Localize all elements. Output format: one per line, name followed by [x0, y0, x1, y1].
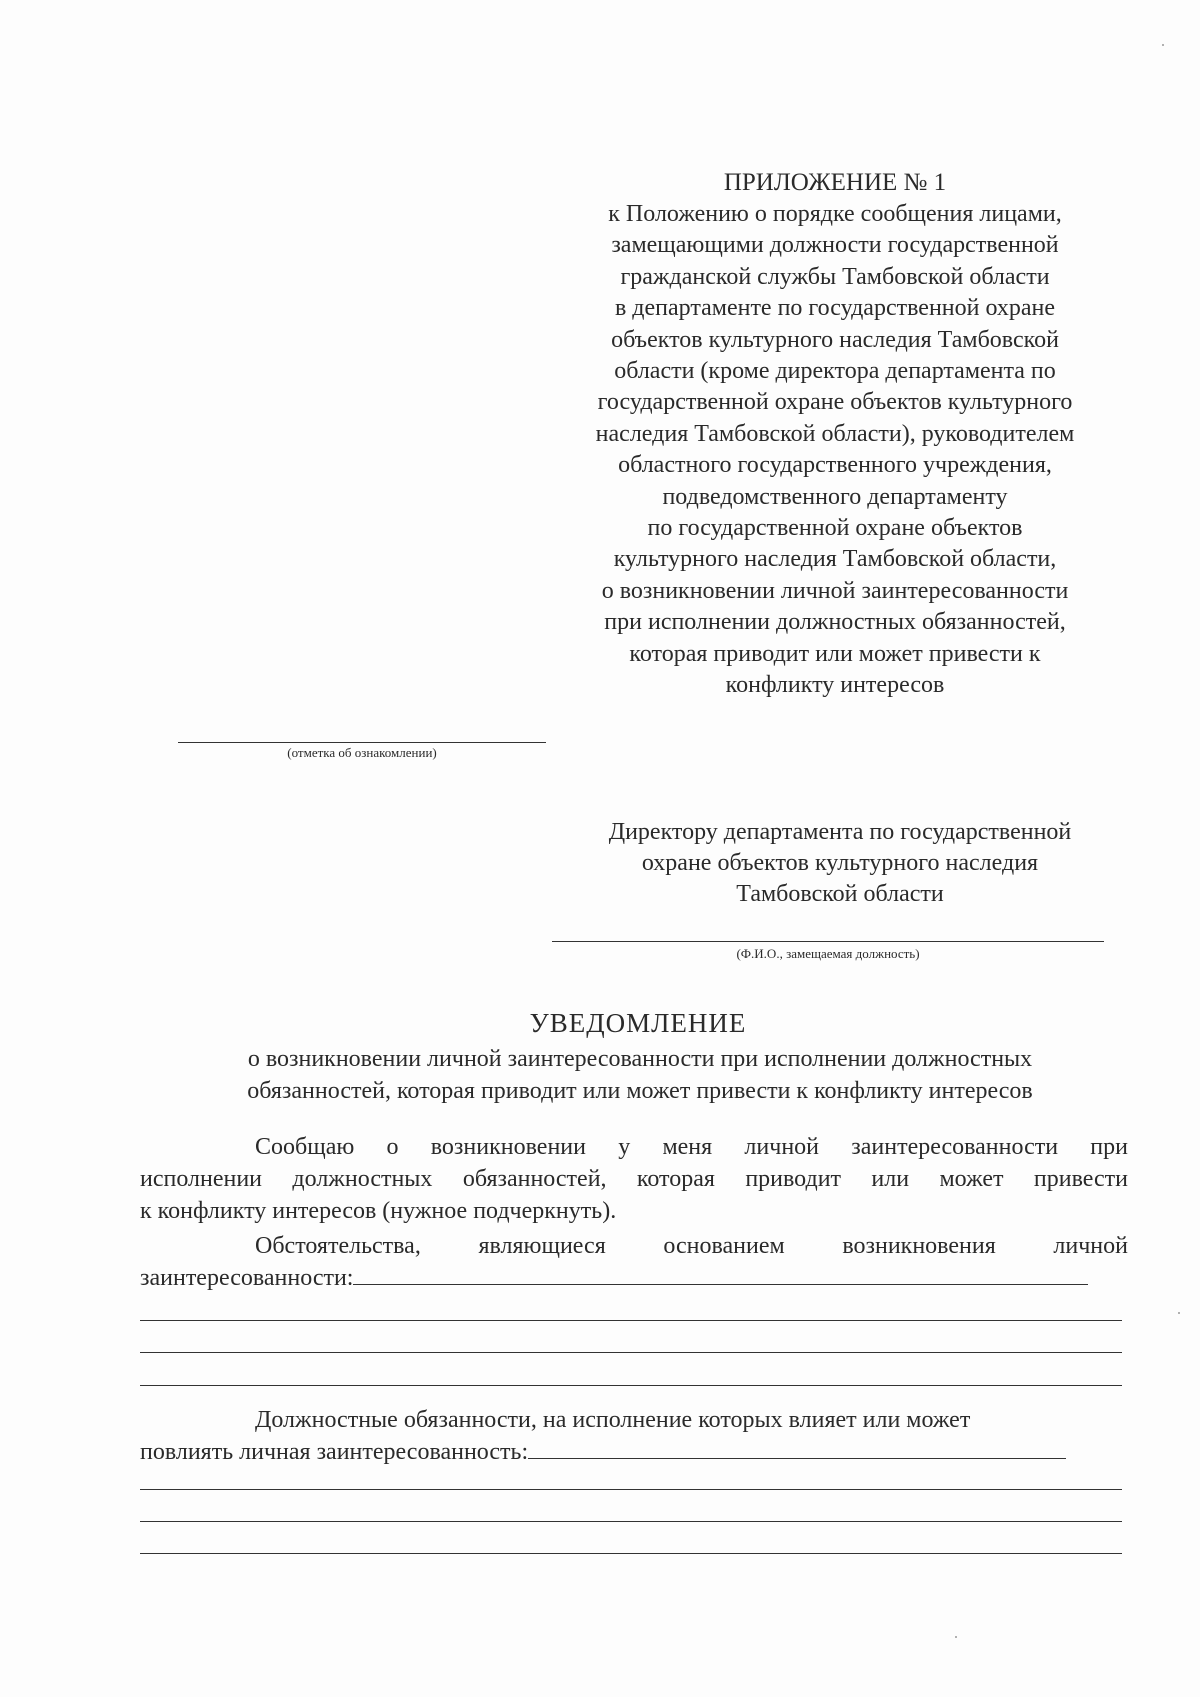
- addressee-line: охране объектов культурного наследия: [641, 850, 1039, 876]
- paragraph-circumstances: [140, 1230, 1128, 1294]
- paragraph-line: Обстоятельства, являющиеся основанием возникновения личной: [255, 1233, 1128, 1259]
- notice-subtitle: [160, 1043, 1120, 1107]
- appendix-line: конфликту интересов: [725, 672, 945, 699]
- appendix-line: замещающими должности государственной: [611, 232, 1059, 259]
- appendix-line: по государственной охране объектов: [647, 515, 1023, 542]
- appendix-line: подведомственного департаменту: [662, 483, 1008, 510]
- paragraph-line: Должностные обязанности, на исполнение которых влияет или может: [255, 1407, 971, 1433]
- paragraph-duties: [140, 1404, 1128, 1468]
- addressee-block: [540, 817, 1140, 910]
- duties-field-line[interactable]: [528, 1438, 1066, 1459]
- appendix-title: ПРИЛОЖЕНИЕ № 1: [723, 169, 947, 196]
- fio-position-caption: (Ф.И.О., замещаемая должность): [736, 946, 920, 961]
- duties-field-line[interactable]: [140, 1521, 1122, 1522]
- appendix-line: которая приводит или может привести к: [629, 640, 1041, 667]
- appendix-line: наследия Тамбовской области), руководителем: [595, 420, 1075, 447]
- appendix-line: в департаменте по государственной охране: [614, 295, 1056, 322]
- acknowledgment-signature-line[interactable]: [178, 742, 546, 743]
- circumstances-field-line[interactable]: [353, 1264, 1088, 1285]
- appendix-line: объектов культурного наследия Тамбовской: [611, 326, 1059, 353]
- acknowledgment-caption: (отметка об ознакомлении): [287, 745, 437, 760]
- paragraph-line: [140, 1262, 1128, 1294]
- duties-field-line[interactable]: [140, 1489, 1122, 1490]
- notice-subtitle-line: обязанностей, которая приводит или может привести к конфликту интересов: [247, 1078, 1033, 1104]
- addressee-line: Директору департамента по государственной: [608, 819, 1072, 845]
- circumstances-field-line[interactable]: [140, 1385, 1122, 1386]
- paragraph-line: к конфликту интересов (нужное подчеркнуть).: [140, 1198, 617, 1224]
- paragraph-line: Сообщаю о возникновении у меня личной заинтересованности при: [255, 1134, 1128, 1160]
- notice-title: УВЕДОМЛЕНИЕ: [529, 1008, 747, 1038]
- paragraph-line: исполнении должностных обязанностей, которая приводит или может привести: [140, 1166, 1128, 1192]
- addressee-line: Тамбовской области: [736, 881, 944, 907]
- scan-speck: [1178, 1312, 1180, 1314]
- scan-speck: [955, 1636, 957, 1638]
- appendix-line: культурного наследия Тамбовской области,: [613, 546, 1057, 573]
- scan-speck: [1162, 44, 1164, 46]
- paragraph-report: [140, 1131, 1128, 1227]
- paragraph-line: [140, 1436, 1128, 1468]
- duties-label: повлиять личная заинтересованность:: [140, 1439, 529, 1465]
- circumstances-field-line[interactable]: [140, 1320, 1122, 1321]
- appendix-line: гражданской службы Тамбовской области: [620, 263, 1050, 290]
- circumstances-field-line[interactable]: [140, 1352, 1122, 1353]
- appendix-line: о возникновении личной заинтересованности: [601, 577, 1069, 604]
- notice-subtitle-line: о возникновении личной заинтересованности при исполнении должностных: [247, 1046, 1033, 1072]
- circumstances-label: заинтересованности:: [140, 1265, 354, 1291]
- appendix-line: государственной охране объектов культурного: [597, 389, 1073, 416]
- appendix-line: к Положению о порядке сообщения лицами,: [608, 201, 1062, 227]
- appendix-line: при исполнении должностных обязанностей,: [604, 609, 1066, 636]
- fio-position-field-line[interactable]: [552, 941, 1104, 942]
- appendix-line: области (кроме директора департамента по: [614, 358, 1056, 385]
- appendix-line: областного государственного учреждения,: [618, 452, 1052, 479]
- appendix-subtitle: [535, 199, 1135, 702]
- duties-field-line[interactable]: [140, 1553, 1122, 1554]
